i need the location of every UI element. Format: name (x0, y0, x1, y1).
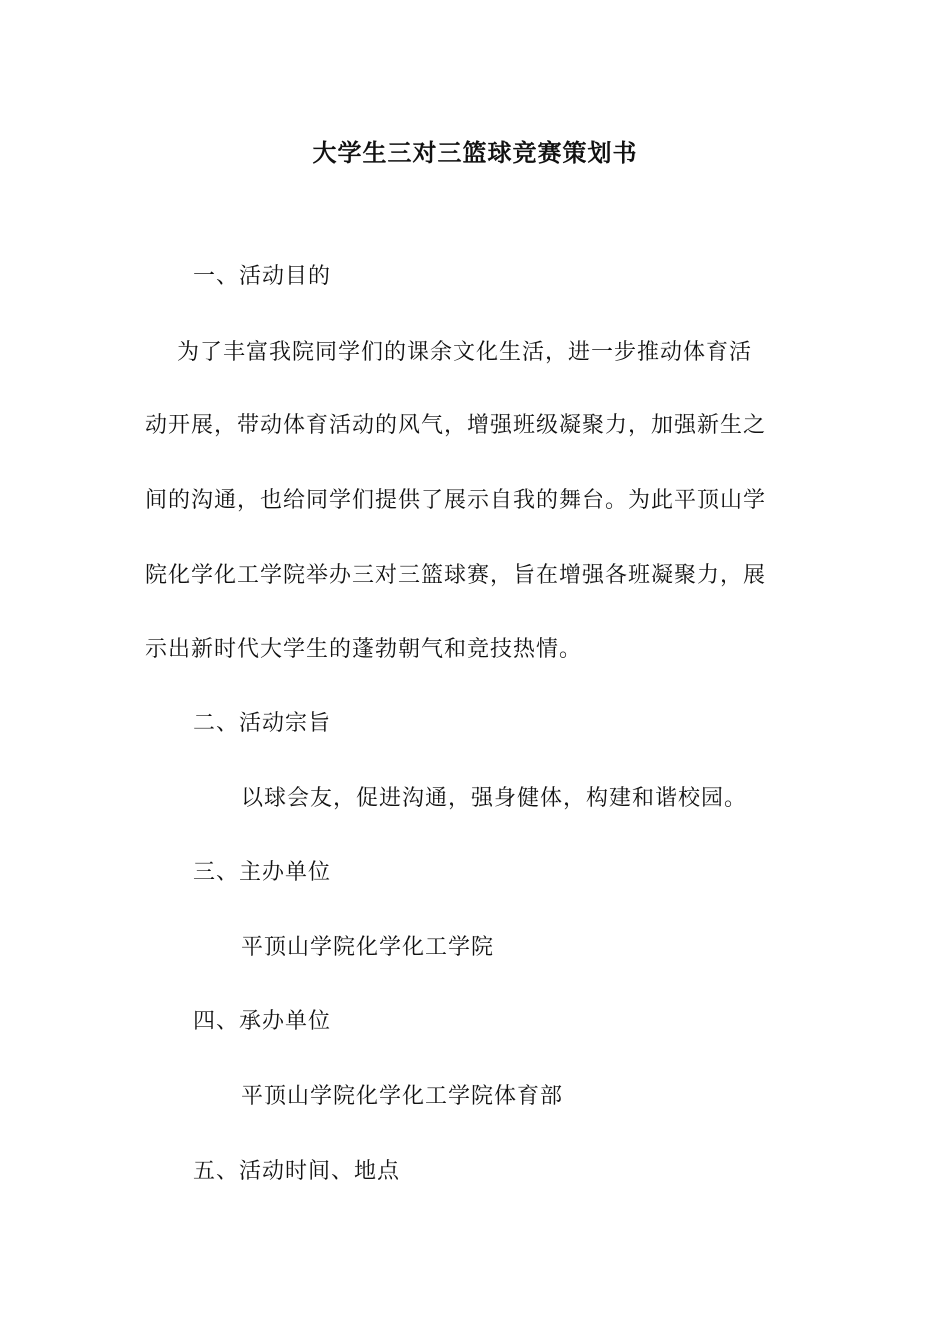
purpose-line-5: 示出新时代大学生的蓬勃朝气和竞技热情。 (145, 637, 583, 662)
purpose-line-3: 间的沟通，也给同学们提供了展示自我的舞台。为此平顶山学 (145, 488, 767, 513)
section-heading-organizer: 三、主办单位 (193, 860, 332, 885)
purpose-line-2: 动开展，带动体育活动的风气，增强班级凝聚力，加强新生之 (145, 413, 767, 438)
aim-text: 以球会友，促进沟通，强身健体，构建和谐校园。 (241, 786, 748, 811)
section-heading-aim: 二、活动宗旨 (193, 711, 332, 736)
section-heading-time-place: 五、活动时间、地点 (193, 1159, 401, 1184)
document-title: 大学生三对三篮球竞赛策划书 (312, 138, 638, 167)
section-heading-purpose: 一、活动目的 (193, 264, 332, 289)
undertaker-text: 平顶山学院化学化工学院体育部 (241, 1084, 564, 1109)
organizer-text: 平顶山学院化学化工学院 (241, 935, 495, 960)
purpose-line-1: 为了丰富我院同学们的课余文化生活，进一步推动体育活 (145, 340, 752, 365)
section-heading-undertaker: 四、承办单位 (193, 1009, 332, 1034)
purpose-line-4: 院化学化工学院举办三对三篮球赛，旨在增强各班凝聚力，展 (145, 563, 767, 588)
